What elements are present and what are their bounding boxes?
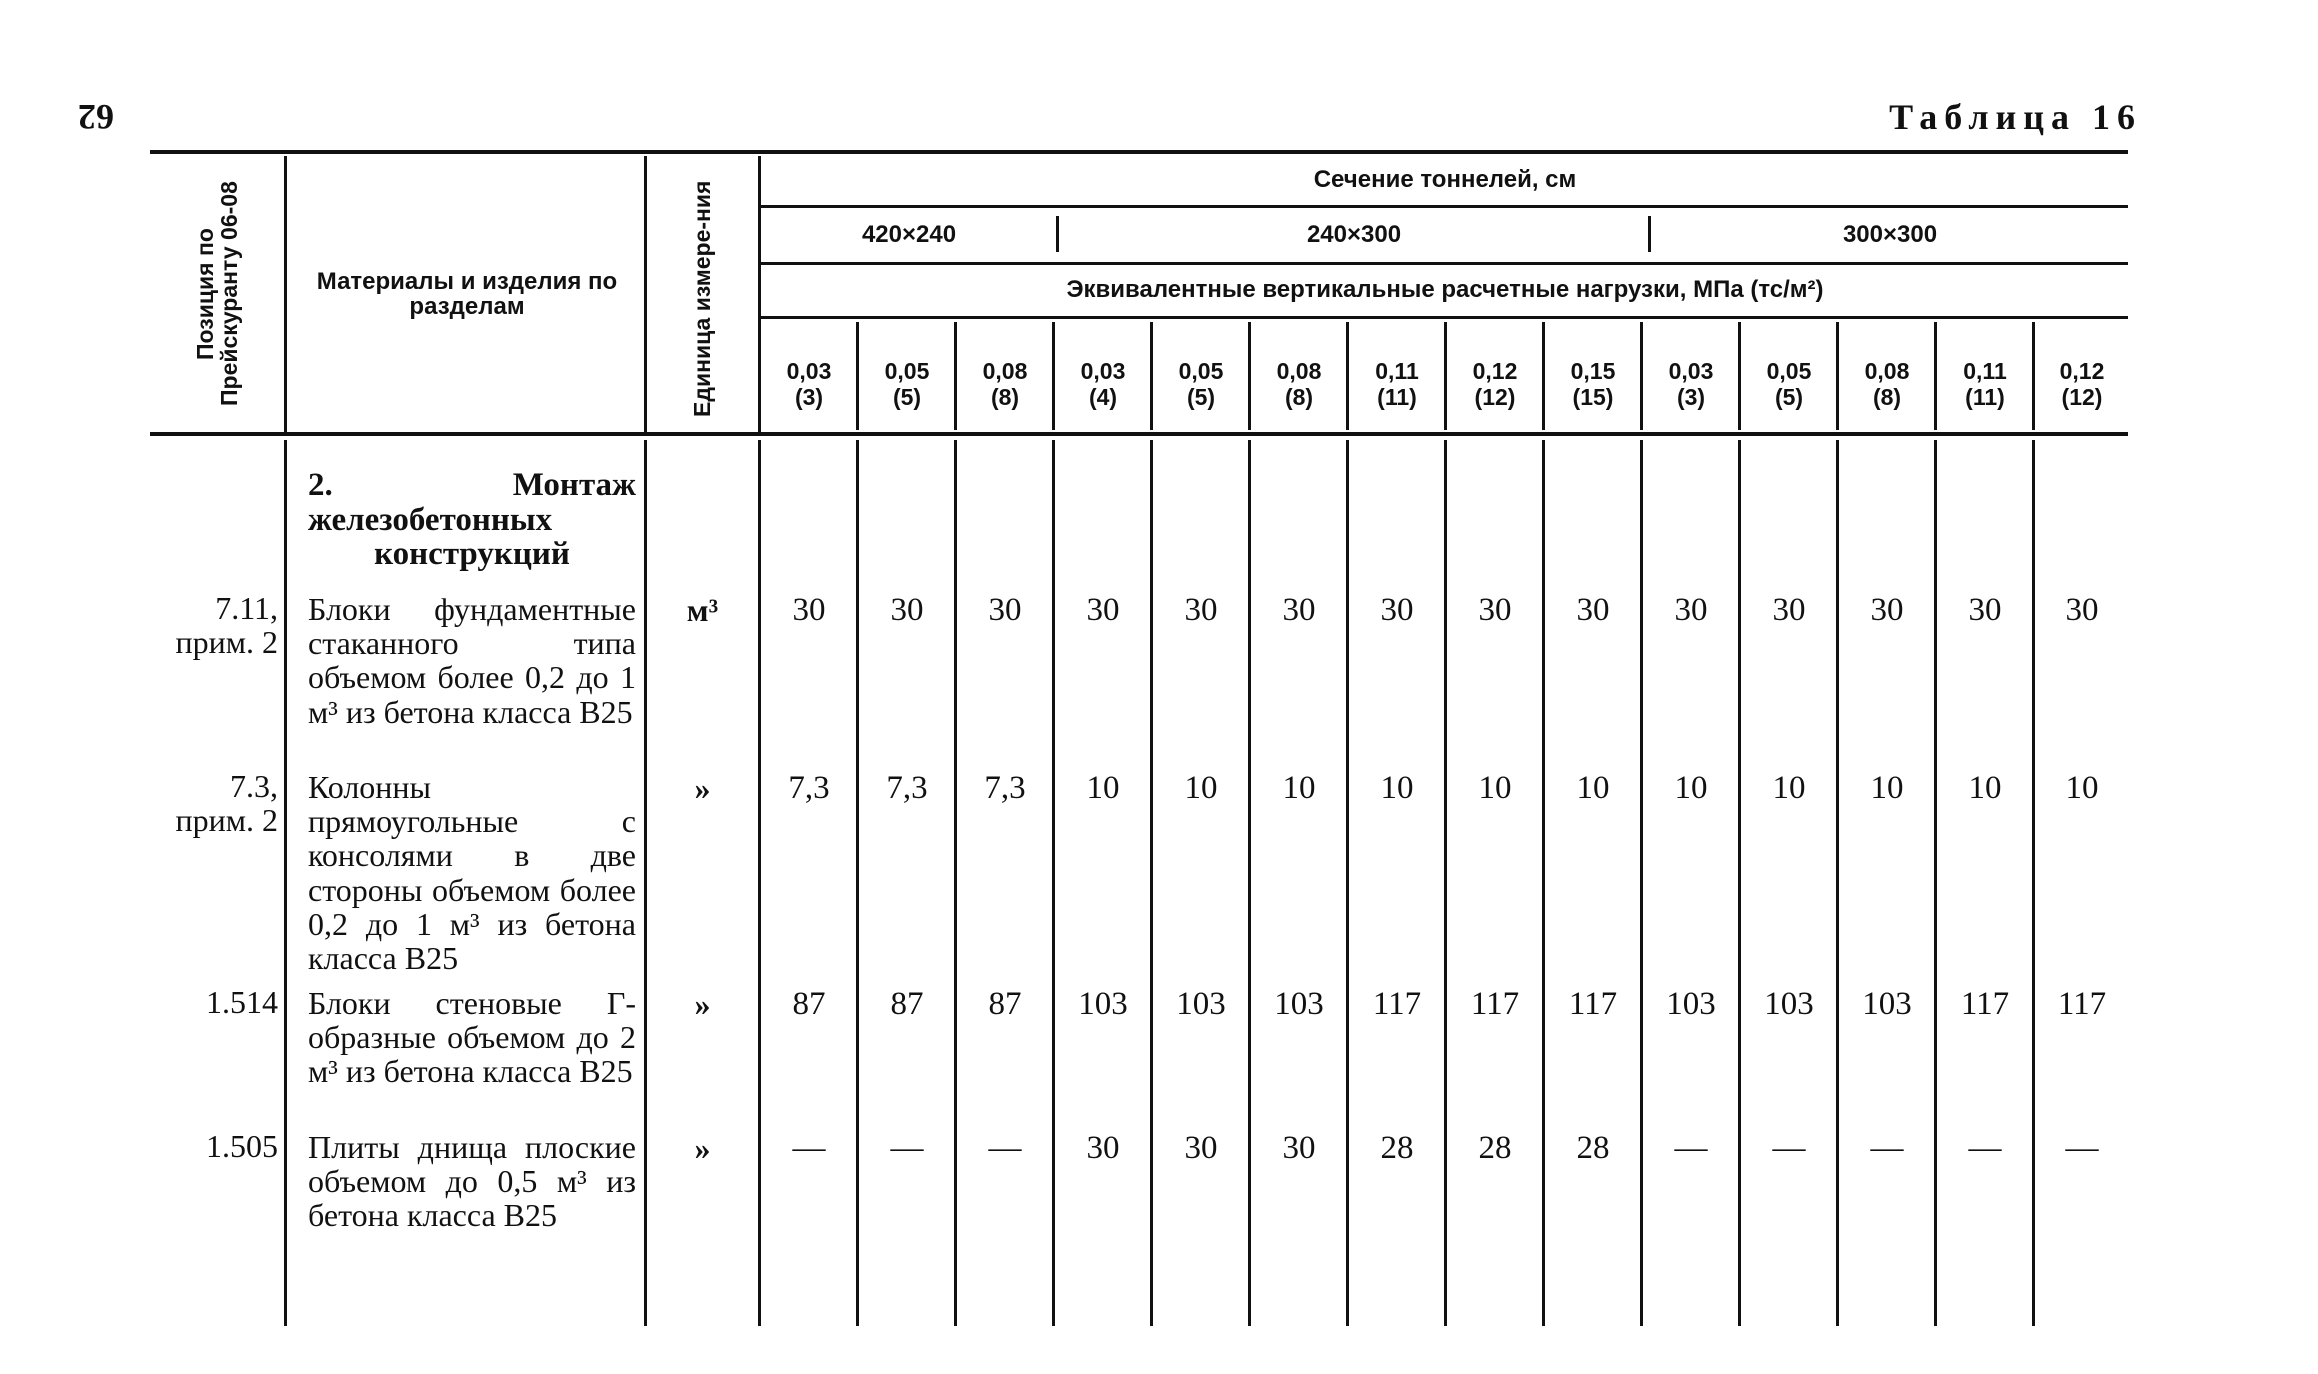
- subcol-header: 0,05 (5): [1178, 357, 1224, 410]
- header-divider-materials: [644, 156, 647, 432]
- value-cell: 28: [1478, 1130, 1512, 1166]
- value-cell: 30: [988, 592, 1022, 628]
- value-cell: 10: [1968, 770, 2002, 806]
- value-cell: 117: [1568, 986, 1618, 1022]
- subcol-divider: [1934, 322, 1937, 430]
- row-position: 1.514: [206, 984, 278, 1020]
- value-cell: 10: [1674, 770, 1708, 806]
- row-position: 1.505: [206, 1128, 278, 1164]
- body-column-divider: [1248, 440, 1251, 1326]
- value-cell: 30: [792, 592, 826, 628]
- value-cell: 103: [1176, 986, 1226, 1022]
- subcol-header: 0,12 (12): [2059, 357, 2105, 410]
- value-cell: 10: [1772, 770, 1806, 806]
- value-cell: 30: [1282, 1130, 1316, 1166]
- body-column-divider: [856, 440, 859, 1326]
- subcol-header: 0,08 (8): [1864, 357, 1910, 410]
- value-cell: 30: [1968, 592, 2002, 628]
- body-divider-position: [284, 440, 287, 1326]
- value-cell: —: [1674, 1130, 1708, 1166]
- row-material: Плиты днища плоские объемом до 0,5 м³ из бетона класса B25: [308, 1129, 636, 1234]
- value-cell: 30: [1576, 592, 1610, 628]
- body-column-divider: [1542, 440, 1545, 1326]
- table-top-rule: [150, 150, 2128, 154]
- value-cell: 103: [1862, 986, 1912, 1022]
- section-heading: 2. Монтаж железобетонных конструкций: [308, 467, 636, 573]
- body-divider-materials: [644, 440, 647, 1326]
- subcol-divider: [1640, 322, 1643, 430]
- value-cell: —: [2065, 1130, 2099, 1166]
- row-unit: »: [694, 1130, 711, 1166]
- value-cell: —: [988, 1130, 1022, 1166]
- value-cell: 30: [1478, 592, 1512, 628]
- subcol-divider: [954, 322, 957, 430]
- subcol-header: 0,15 (15): [1570, 357, 1616, 410]
- value-cell: 30: [2065, 592, 2099, 628]
- value-cell: 103: [1666, 986, 1716, 1022]
- header-group-3: 300×300: [1842, 221, 1938, 249]
- subcol-header: 0,08 (8): [1276, 357, 1322, 410]
- value-cell: 103: [1078, 986, 1128, 1022]
- subcol-header: 0,08 (8): [982, 357, 1028, 410]
- value-cell: 30: [1772, 592, 1806, 628]
- subcol-divider: [1248, 322, 1251, 430]
- body-column-divider: [1346, 440, 1349, 1326]
- value-cell: 30: [1282, 592, 1316, 628]
- body-divider-unit: [758, 440, 761, 1326]
- value-cell: —: [890, 1130, 924, 1166]
- value-cell: 10: [1086, 770, 1120, 806]
- subcol-divider: [1542, 322, 1545, 430]
- value-cell: 103: [1274, 986, 1324, 1022]
- value-cell: 87: [988, 986, 1022, 1022]
- row-unit: »: [694, 770, 711, 806]
- header-section: Сечение тоннелей, см: [1313, 166, 1577, 194]
- value-cell: —: [1968, 1130, 2002, 1166]
- row-material: Блоки стеновые Г-образные объемом до 2 м³ из бетона класса B25: [308, 985, 636, 1090]
- value-cell: 10: [1184, 770, 1218, 806]
- value-cell: 30: [890, 592, 924, 628]
- row-unit: м³: [686, 592, 719, 628]
- header-bottom-rule: [150, 432, 2128, 436]
- header-materials: Материалы и изделия по разделам: [316, 267, 618, 320]
- value-cell: 7,3: [788, 770, 830, 806]
- subcol-divider: [1346, 322, 1349, 430]
- value-cell: 117: [2057, 986, 2107, 1022]
- header-unit: Единица измере-ния: [688, 180, 715, 418]
- row-material: Колонны прямоугольные с консолями в две стороны объемом более 0,2 до 1 м³ из бетона класса B25: [308, 769, 636, 977]
- row-material: Блоки фундаментные стаканного типа объемом более 0,2 до 1 м³ из бетона класса B25: [308, 591, 636, 730]
- subcol-divider: [1444, 322, 1447, 430]
- value-cell: 10: [1282, 770, 1316, 806]
- value-cell: 30: [1086, 592, 1120, 628]
- body-column-divider: [1640, 440, 1643, 1326]
- value-cell: 28: [1576, 1130, 1610, 1166]
- header-position: Позиция по Прейскуранту 06-08: [191, 181, 242, 407]
- value-cell: 10: [1380, 770, 1414, 806]
- value-cell: 7,3: [886, 770, 928, 806]
- header-divider-position: [284, 156, 287, 432]
- header-loads: Эквивалентные вертикальные расчетные нагрузки, МПа (тс/м²): [1066, 276, 1824, 304]
- value-cell: 103: [1764, 986, 1814, 1022]
- group-divider-2: [1648, 216, 1651, 252]
- value-cell: 117: [1960, 986, 2010, 1022]
- subcol-header: 0,11 (11): [1375, 357, 1419, 410]
- subcol-divider: [1052, 322, 1055, 430]
- subcol-divider: [1836, 322, 1839, 430]
- value-cell: 28: [1380, 1130, 1414, 1166]
- group-divider-1: [1056, 216, 1059, 252]
- subcol-header: 0,05 (5): [884, 357, 930, 410]
- row-unit: »: [694, 986, 711, 1022]
- subcol-header: 0,11 (11): [1963, 357, 2007, 410]
- value-cell: 30: [1086, 1130, 1120, 1166]
- body-column-divider: [1052, 440, 1055, 1326]
- value-cell: —: [1772, 1130, 1806, 1166]
- subcol-header: 0,12 (12): [1472, 357, 1518, 410]
- value-cell: 87: [890, 986, 924, 1022]
- row-position: 7.3, прим. 2: [175, 768, 278, 838]
- value-cell: 117: [1372, 986, 1422, 1022]
- header-group-2: 240×300: [1306, 221, 1402, 249]
- section-rule: [760, 205, 2128, 208]
- loads-rule: [760, 316, 2128, 319]
- subcol-header: 0,05 (5): [1766, 357, 1812, 410]
- value-cell: 87: [792, 986, 826, 1022]
- row-position: 7.11, прим. 2: [175, 590, 278, 660]
- body-column-divider: [1444, 440, 1447, 1326]
- value-cell: —: [792, 1130, 826, 1166]
- group-rule: [760, 262, 2128, 265]
- body-column-divider: [2032, 440, 2035, 1326]
- subcol-divider: [1738, 322, 1741, 430]
- value-cell: —: [1870, 1130, 1904, 1166]
- value-cell: 30: [1184, 1130, 1218, 1166]
- subcol-divider: [2032, 322, 2035, 430]
- subcol-header: 0,03 (3): [786, 357, 832, 410]
- value-cell: 117: [1470, 986, 1520, 1022]
- subcol-header: 0,03 (4): [1080, 357, 1126, 410]
- body-column-divider: [1836, 440, 1839, 1326]
- value-cell: 10: [1870, 770, 1904, 806]
- body-column-divider: [1738, 440, 1741, 1326]
- header-group-1: 420×240: [861, 221, 957, 249]
- body-column-divider: [1150, 440, 1153, 1326]
- header-divider-unit: [758, 156, 761, 432]
- body-column-divider: [954, 440, 957, 1326]
- subcol-header: 0,03 (3): [1668, 357, 1714, 410]
- subcol-divider: [856, 322, 859, 430]
- value-cell: 7,3: [984, 770, 1026, 806]
- value-cell: 30: [1380, 592, 1414, 628]
- subcol-divider: [1150, 322, 1153, 430]
- body-column-divider: [1934, 440, 1937, 1326]
- value-cell: 10: [2065, 770, 2099, 806]
- value-cell: 30: [1870, 592, 1904, 628]
- value-cell: 10: [1576, 770, 1610, 806]
- page-number: 62: [78, 97, 114, 137]
- table-title: Таблица 16: [1889, 97, 2142, 137]
- value-cell: 30: [1184, 592, 1218, 628]
- value-cell: 10: [1478, 770, 1512, 806]
- value-cell: 30: [1674, 592, 1708, 628]
